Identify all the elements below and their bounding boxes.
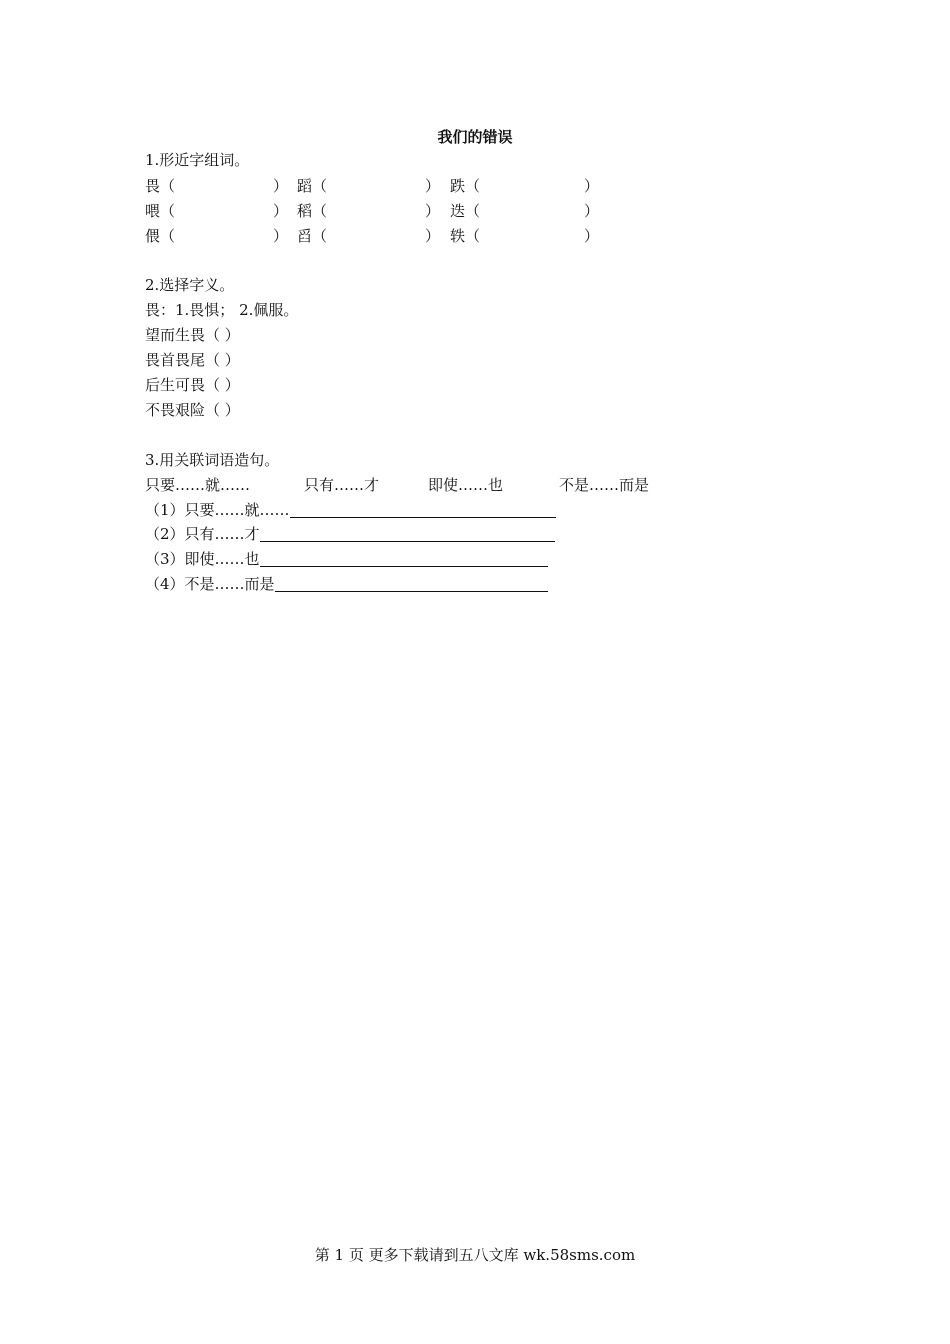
- word-cell: 稻（ ）: [297, 202, 441, 220]
- idiom-item: 不畏艰险（ ）: [145, 401, 240, 419]
- section2-heading: 2.选择字义。: [145, 276, 235, 294]
- answer-blank[interactable]: [290, 501, 556, 518]
- conjunction-pair: 只要……就……: [145, 476, 251, 494]
- answer-blank[interactable]: [260, 550, 548, 567]
- idiom-item: 后生可畏（ ）: [145, 376, 240, 394]
- sentence-line: （3）即使……也: [145, 549, 548, 569]
- meaning-options: 畏：1.畏惧； 2.佩服。: [145, 301, 299, 319]
- sentence-line: （2）只有……才: [145, 524, 555, 544]
- word-cell: 畏（ ）: [145, 177, 289, 195]
- idiom-item: 望而生畏（ ）: [145, 326, 240, 344]
- idiom-item: 畏首畏尾（ ）: [145, 351, 240, 369]
- answer-blank[interactable]: [260, 525, 555, 542]
- answer-blank[interactable]: [275, 575, 548, 592]
- conjunction-pair: 只有……才: [304, 476, 380, 494]
- page-footer: 第 1 页 更多下载请到五八文库 wk.58sms.com: [314, 1246, 636, 1264]
- word-cell: 迭（ ）: [450, 202, 600, 220]
- section1-heading: 1.形近字组词。: [145, 151, 250, 169]
- conjunction-pair: 不是……而是: [559, 476, 650, 494]
- word-cell: 蹈（ ）: [297, 177, 441, 195]
- word-cell: 偎（ ）: [145, 227, 289, 245]
- conjunction-pair: 即使……也: [428, 476, 504, 494]
- sentence-line: （4）不是……而是: [145, 574, 548, 594]
- sentence-line: （1）只要……就……: [145, 500, 556, 520]
- page-title: 我们的错误: [437, 128, 513, 146]
- word-cell: 舀（ ）: [297, 227, 441, 245]
- word-cell: 轶（ ）: [450, 227, 600, 245]
- word-cell: 跌（ ）: [450, 177, 600, 195]
- word-cell: 喂（ ）: [145, 202, 289, 220]
- section3-heading: 3.用关联词语造句。: [145, 451, 280, 469]
